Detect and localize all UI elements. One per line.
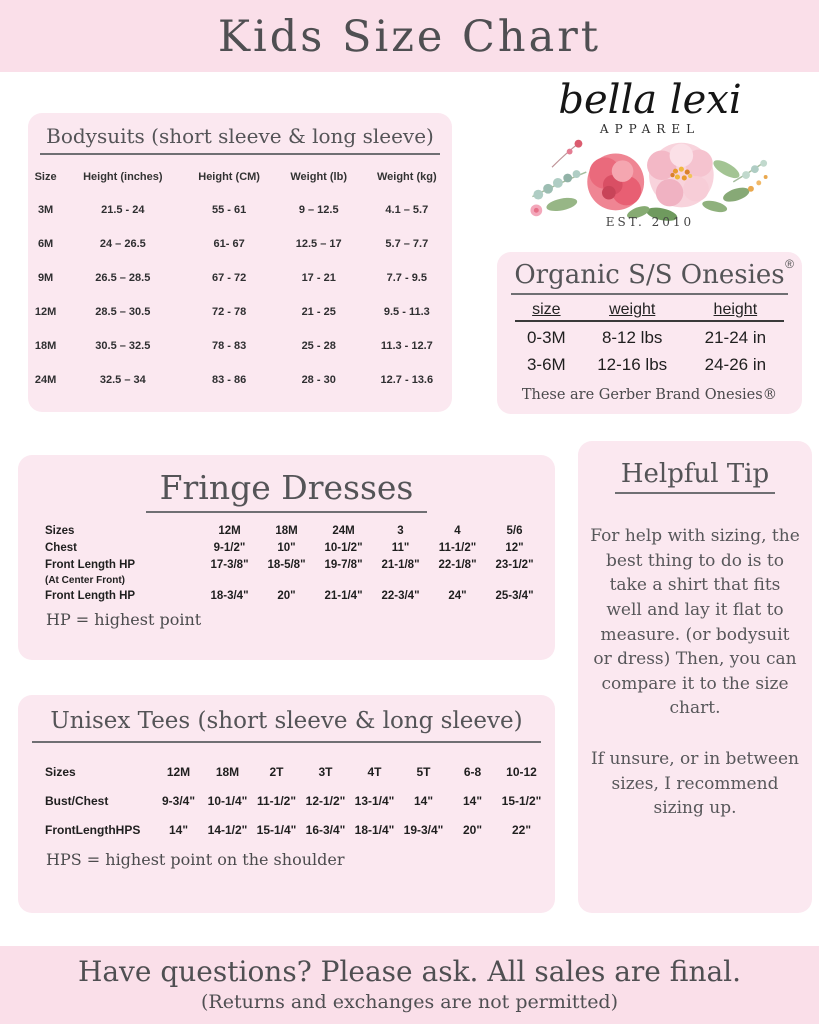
footer-line-2: (Returns and exchanges are not permitted)	[200, 991, 619, 1013]
row-label: Sizes	[45, 764, 76, 779]
footer-band	[0, 946, 819, 1024]
cell: 11-1/2"	[438, 541, 477, 554]
page-title: Kids Size Chart	[217, 12, 602, 62]
cell: 12M	[34, 306, 57, 318]
column-header: Weight (kg)	[376, 171, 437, 183]
cell: 72 - 78	[211, 306, 247, 318]
cell: 3-6M	[526, 355, 566, 374]
cell: 7.7 - 9.5	[386, 272, 427, 284]
cell: 9-1/2"	[213, 541, 246, 554]
column-header: Height (CM)	[198, 171, 260, 183]
unisex-tees-section	[18, 695, 555, 913]
table-header-row	[515, 300, 783, 321]
cell: 22-3/4"	[381, 589, 420, 602]
table-row	[44, 587, 543, 604]
table-row	[515, 349, 783, 376]
table-row	[28, 329, 452, 363]
cell: 11"	[391, 541, 410, 554]
cell: 18-1/4"	[354, 822, 395, 837]
cell: 24M	[332, 524, 355, 537]
table-row	[28, 193, 452, 227]
cell: 21-1/8"	[381, 558, 420, 571]
row-label: Sizes	[45, 524, 75, 537]
cell: 17 - 21	[301, 272, 336, 284]
cell: 18M	[34, 340, 57, 352]
cell: 11-1/2"	[256, 793, 297, 808]
cell: 21-24 in	[704, 328, 767, 347]
table-row	[28, 363, 452, 397]
cell: 67 - 72	[211, 272, 247, 284]
row-label: FrontLengthHPS	[45, 822, 141, 837]
cell: 12-16 lbs	[597, 355, 668, 374]
row-label: Chest	[45, 541, 77, 554]
cell: 5.7 – 7.7	[385, 238, 429, 250]
cell: 4T	[367, 764, 382, 779]
table-row	[28, 227, 452, 261]
column-header: size	[515, 300, 577, 321]
logo-brand-name: bella lexi	[558, 77, 742, 123]
tip-title-wrap	[578, 459, 812, 494]
cell: 10"	[277, 541, 296, 554]
cell: 6M	[37, 238, 54, 250]
tip-paragraph: For help with sizing, the best thing to do is to take a shirt that fits well and lay it flat to measure. (or bodysuit or dress) Then, you can compare it to the size chart.	[590, 526, 800, 719]
cell: 22"	[511, 822, 532, 837]
cell: 0-3M	[526, 328, 566, 347]
cell: 23-1/2"	[495, 558, 534, 571]
table-row	[44, 786, 546, 815]
helpful-tip-section	[578, 441, 812, 913]
cell: 32.5 – 34	[99, 374, 146, 386]
cell: 18M	[215, 764, 240, 779]
onesies-note: These are Gerber Brand Onesies®	[521, 387, 778, 403]
cell: 21 - 25	[301, 306, 336, 318]
fringe-title-wrap	[18, 468, 555, 513]
registered-mark: ®	[785, 257, 794, 271]
fringe-note: HP = highest point	[46, 610, 202, 629]
logo-established: EST. 2010	[605, 215, 695, 229]
cell: 24"	[448, 589, 467, 602]
tip-paragraph: If unsure, or in between sizes, I recommend sizing up.	[591, 749, 799, 819]
cell: 16-3/4"	[305, 822, 346, 837]
cell: 12M	[166, 764, 191, 779]
logo-subtitle: APPAREL	[599, 122, 701, 136]
column-header: Weight (lb)	[290, 171, 347, 183]
cell: 4	[454, 524, 461, 537]
cell: 24 – 26.5	[99, 238, 146, 250]
cell: 12.7 - 13.6	[380, 374, 434, 386]
cell: 9 – 12.5	[298, 204, 339, 216]
row-label: Bust/Chest	[45, 793, 109, 808]
cell: 5/6	[506, 524, 523, 537]
cell: 11.3 - 12.7	[380, 340, 433, 352]
cell: 20"	[277, 589, 296, 602]
cell: 18M	[275, 524, 298, 537]
cell: 5T	[416, 764, 431, 779]
cell: 55 - 61	[211, 204, 247, 216]
cell: 12.5 – 17	[295, 238, 342, 250]
cell: 15-1/4"	[256, 822, 297, 837]
cell: 14-1/2"	[207, 822, 248, 837]
bodysuits-section	[28, 113, 452, 412]
cell: 25-3/4"	[495, 589, 534, 602]
tees-table	[44, 757, 546, 844]
cell: 2T	[269, 764, 284, 779]
cell: 10-12	[506, 764, 537, 779]
row-label: Front Length HP	[45, 589, 136, 602]
table-row	[44, 815, 546, 844]
brand-logo	[500, 77, 800, 252]
table-row	[28, 295, 452, 329]
cell: 83 - 86	[211, 374, 247, 386]
cell: 21.5 - 24	[101, 204, 145, 216]
cell: 3M	[37, 204, 54, 216]
table-row	[44, 757, 546, 786]
cell: 18-5/8"	[267, 558, 306, 571]
table-row	[44, 556, 543, 573]
cell: 28.5 – 30.5	[95, 306, 151, 318]
table-row	[44, 573, 543, 587]
column-header: Height (inches)	[83, 171, 163, 183]
cell: 14"	[168, 822, 189, 837]
table-row	[44, 522, 543, 539]
cell: 26.5 – 28.5	[95, 272, 151, 284]
row-label: Front Length HP	[45, 558, 136, 571]
cell: 12M	[218, 524, 241, 537]
tees-note: HPS = highest point on the shoulder	[46, 850, 345, 869]
row-sublabel: (At Center Front)	[45, 574, 125, 586]
bodysuits-table	[28, 161, 452, 397]
cell: 8-12 lbs	[601, 328, 663, 347]
cell: 12-1/2"	[305, 793, 346, 808]
cell: 4.1 – 5.7	[385, 204, 429, 216]
onesies-table	[515, 300, 783, 376]
table-row	[28, 261, 452, 295]
cell: 9M	[37, 272, 54, 284]
column-header: height	[687, 300, 784, 321]
fringe-table	[44, 522, 543, 604]
cell: 14"	[462, 793, 483, 808]
cell: 61- 67	[213, 238, 245, 250]
fringe-title: Fringe Dresses	[146, 468, 428, 513]
cell: 25 - 28	[301, 340, 336, 352]
tees-title: Unisex Tees (short sleeve & long sleeve)	[32, 708, 541, 743]
cell: 10-1/2"	[324, 541, 363, 554]
cell: 21-1/4"	[324, 589, 363, 602]
cell: 28 - 30	[301, 374, 336, 386]
cell: 6-8	[463, 764, 482, 779]
tip-title: Helpful Tip	[615, 459, 775, 494]
cell: 15-1/2"	[501, 793, 542, 808]
cell: 78 - 83	[211, 340, 247, 352]
cell: 9-3/4"	[161, 793, 196, 808]
header-band	[0, 0, 819, 72]
onesies-section	[497, 252, 802, 414]
cell: 9.5 - 11.3	[383, 306, 430, 318]
cell: 14"	[413, 793, 434, 808]
table-row	[44, 539, 543, 556]
cell: 10-1/4"	[207, 793, 248, 808]
column-header: Size	[34, 171, 57, 183]
cell: 3	[397, 524, 404, 537]
cell: 13-1/4"	[354, 793, 395, 808]
table-header-row	[28, 161, 452, 193]
cell: 18-3/4"	[210, 589, 249, 602]
table-row	[515, 321, 783, 349]
cell: 24-26 in	[704, 355, 767, 374]
fringe-dresses-section	[18, 455, 555, 660]
cell: 3T	[318, 764, 333, 779]
cell: 24M	[34, 374, 57, 386]
cell: 17-3/8"	[210, 558, 249, 571]
cell: 19-7/8"	[324, 558, 363, 571]
cell: 30.5 – 32.5	[95, 340, 151, 352]
column-header: weight	[577, 300, 687, 321]
cell: 22-1/8"	[438, 558, 477, 571]
bodysuits-title: Bodysuits (short sleeve & long sleeve)	[40, 124, 440, 155]
footer-line-1: Have questions? Please ask. All sales are final.	[77, 955, 742, 988]
cell: 12"	[505, 541, 524, 554]
cell: 19-3/4"	[403, 822, 444, 837]
onesies-title: Organic S/S Onesies	[511, 260, 788, 295]
cell: 20"	[462, 822, 483, 837]
flower-bouquet-icon	[522, 128, 778, 226]
